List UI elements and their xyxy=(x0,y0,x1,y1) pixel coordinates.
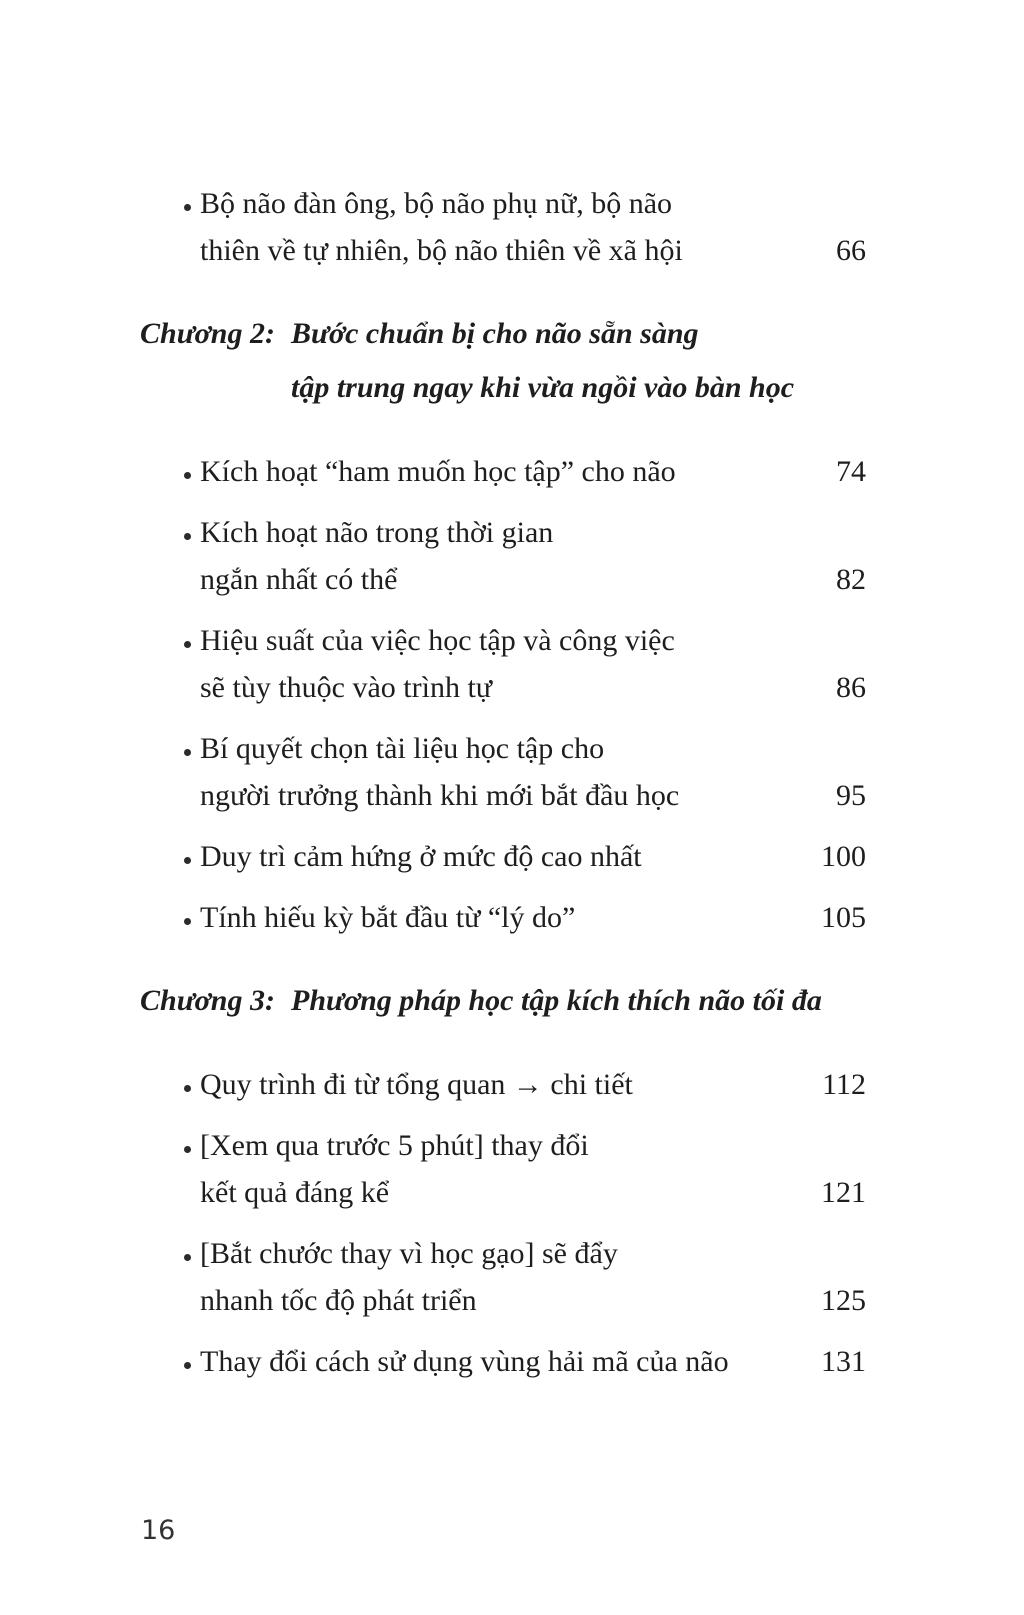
toc-entry-page-number: 86 xyxy=(836,671,866,704)
toc-entry xyxy=(140,180,866,274)
toc-entry-line xyxy=(140,1061,866,1108)
toc-entry-line xyxy=(140,1169,866,1216)
toc-entry xyxy=(140,1338,866,1385)
toc-entry-line xyxy=(140,833,866,880)
toc-entry-text: [Xem qua trước 5 phút] thay đổi xyxy=(200,1129,589,1162)
toc-entry-line xyxy=(140,894,866,941)
toc-entry-page-number: 74 xyxy=(836,455,866,488)
chapter-heading xyxy=(140,974,866,1028)
toc-entry-text: sẽ tùy thuộc vào trình tự xyxy=(200,671,493,704)
chapter-heading-titles xyxy=(291,307,866,415)
toc-entry xyxy=(140,1122,866,1216)
toc-entry xyxy=(140,1061,866,1108)
bullet-icon xyxy=(184,857,191,864)
toc-entry-line xyxy=(140,448,866,495)
toc-entry-line xyxy=(140,1122,866,1169)
toc-entry-text: Bộ não đàn ông, bộ não phụ nữ, bộ não xyxy=(200,187,673,220)
bullet-icon xyxy=(184,749,191,756)
toc-entry-page-number: 100 xyxy=(821,840,866,873)
toc-entry xyxy=(140,448,866,495)
toc-entry-line xyxy=(140,180,866,227)
toc-entry-page-number: 121 xyxy=(821,1176,866,1209)
toc-entry-text: nhanh tốc độ phát triển xyxy=(200,1284,477,1317)
bullet-icon xyxy=(184,1085,191,1092)
toc-entry-text: Bí quyết chọn tài liệu học tập cho xyxy=(200,732,605,765)
toc-entry-text: Quy trình đi từ tổng quan → chi tiết xyxy=(200,1068,633,1101)
chapter-heading-title-line: tập trung ngay khi vừa ngồi vào bàn học xyxy=(291,371,795,404)
toc-entry xyxy=(140,894,866,941)
toc-entry-text: thiên về tự nhiên, bộ não thiên về xã hội xyxy=(200,234,683,267)
toc-section xyxy=(140,307,866,941)
toc-entry-page-number: 131 xyxy=(821,1345,866,1378)
toc-entry xyxy=(140,617,866,711)
toc-entry-page-number: 95 xyxy=(836,779,866,812)
toc-entry-line xyxy=(140,1277,866,1324)
chapter-heading-title-line: Phương pháp học tập kích thích não tối đa xyxy=(291,984,822,1017)
toc-entry-page-number: 112 xyxy=(822,1068,866,1101)
toc-entry-line xyxy=(140,1338,866,1385)
bullet-icon xyxy=(184,918,191,925)
toc-entry-text: Kích hoạt não trong thời gian xyxy=(200,516,554,549)
toc-entry-page-number: 105 xyxy=(821,901,866,934)
toc-entry-line xyxy=(140,227,866,274)
bullet-icon xyxy=(184,1254,191,1261)
toc-entry-line xyxy=(140,725,866,772)
chapter-heading-titles xyxy=(291,974,866,1028)
toc-entry-text: Tính hiếu kỳ bắt đầu từ “lý do” xyxy=(200,901,576,934)
toc-entry-line xyxy=(140,556,866,603)
page-number: 16 xyxy=(141,1515,176,1546)
bullet-icon xyxy=(184,1362,191,1369)
toc-section xyxy=(140,974,866,1385)
chapter-heading-label: Chương 2: xyxy=(140,317,275,350)
toc-entry xyxy=(140,1230,866,1324)
toc-entry-line xyxy=(140,509,866,556)
bullet-icon xyxy=(184,204,191,211)
toc-entry-page-number: 82 xyxy=(836,563,866,596)
toc-section xyxy=(140,180,866,274)
toc-entry xyxy=(140,833,866,880)
toc-entry-text: Kích hoạt “ham muốn học tập” cho não xyxy=(200,455,676,488)
toc-entry xyxy=(140,509,866,603)
toc-entry-page-number: 66 xyxy=(836,234,866,267)
toc-entry-page-number: 125 xyxy=(821,1284,866,1317)
toc-entry-text: người trưởng thành khi mới bắt đầu học xyxy=(200,779,680,812)
chapter-heading-title-line: Bước chuẩn bị cho não sẵn sàng xyxy=(291,317,699,350)
toc-entry-text: Thay đổi cách sử dụng vùng hải mã của não xyxy=(200,1345,729,1378)
toc-entry-line xyxy=(140,1230,866,1277)
toc-entry-text: Duy trì cảm hứng ở mức độ cao nhất xyxy=(200,840,642,873)
bullet-icon xyxy=(184,641,191,648)
table-of-contents xyxy=(140,180,866,1399)
toc-entry-line xyxy=(140,664,866,711)
toc-entry-line xyxy=(140,617,866,664)
toc-entry xyxy=(140,725,866,819)
chapter-heading-label: Chương 3: xyxy=(140,984,275,1017)
toc-entry-text: ngắn nhất có thể xyxy=(200,563,398,596)
toc-entry-text: [Bắt chước thay vì học gạo] sẽ đẩy xyxy=(200,1237,618,1270)
chapter-heading xyxy=(140,307,866,415)
toc-entry-text: kết quả đáng kể xyxy=(200,1176,390,1209)
bullet-icon xyxy=(184,533,191,540)
toc-entry-text: Hiệu suất của việc học tập và công việc xyxy=(200,624,675,657)
toc-entry-line xyxy=(140,772,866,819)
bullet-icon xyxy=(184,472,191,479)
bullet-icon xyxy=(184,1146,191,1153)
